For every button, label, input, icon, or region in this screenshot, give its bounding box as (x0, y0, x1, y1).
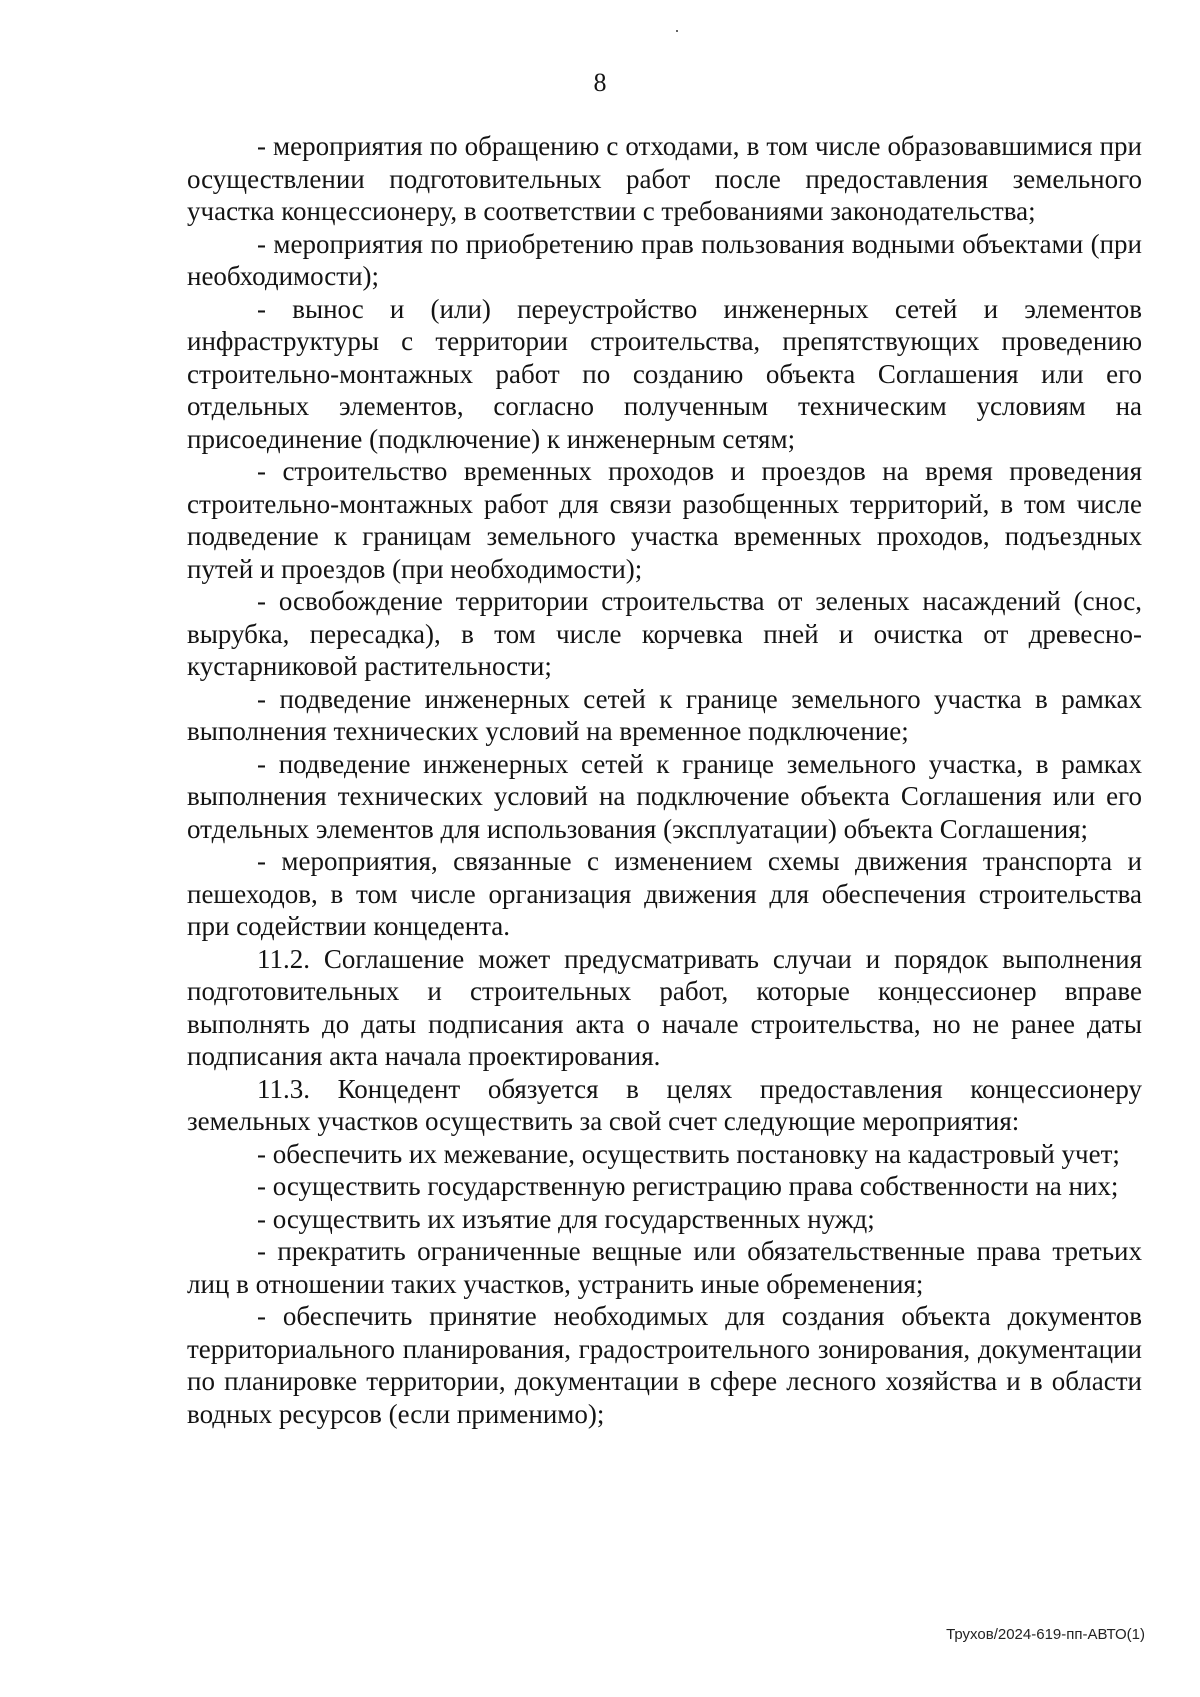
paragraph-cadastral-survey: - обеспечить их межевание, осуществить постановку на кадастровый учет; (257, 1138, 1120, 1169)
document-footer-code: Трухов/2024-619-пп-АВТО(1) (946, 1626, 1145, 1643)
scan-speck (676, 30, 678, 32)
clause-11-2: 11.2. Соглашение может предусматривать случаи и порядок выполнения подготовительных и строительных работ, которые концессионер вправе выполнять до даты подписания акта о начале строительства, но не ранее даты подписания акта начала проектирования. (187, 943, 1142, 1071)
paragraph-water-rights: - мероприятия по приобретению прав пользования водными объектами (при необходимости); (187, 228, 1142, 291)
page-number: 8 (593, 68, 607, 97)
paragraph-land-seizure: - осуществить их изъятие для государственных нужд; (257, 1203, 875, 1234)
paragraph-temporary-passages: - строительство временных проходов и проездов на время проведения строительно-монтажных работ для связи разобщенных территорий, в том числе подведение к границам земельного участка временных проходов, подъездных путей и проездов (при необходимости); (187, 456, 1142, 584)
paragraph-planning-documents: - обеспечить принятие необходимых для создания объекта документов территориального планирования, градостроительного зонирования, документации по планировке территории, документации в сфере лесного хозяйства и в области водных ресурсов (если применимо); (187, 1301, 1142, 1429)
paragraph-encumbrance-removal: - прекратить ограниченные вещные или обязательственные права третьих лиц в отношении таких участков, устранить иные обременения; (187, 1236, 1142, 1299)
paragraph-waste-management: - мероприятия по обращению с отходами, в том числе образовавшимися при осуществлении подготовительных работ после предоставления земельного участка концессионеру, в соответствии с требованиями законодательства; (187, 131, 1142, 226)
paragraph-temporary-connection: - подведение инженерных сетей к границе земельного участка в рамках выполнения технических условий на временное подключение; (187, 683, 1142, 746)
document-body (187, 130, 1142, 1430)
paragraph-utility-connection: - подведение инженерных сетей к границе земельного участка, в рамках выполнения технических условий на подключение объекта Соглашения или его отдельных элементов для использования (эксплуатации) объекта Соглашения; (187, 748, 1142, 844)
paragraph-traffic-scheme: - мероприятия, связанные с изменением схемы движения транспорта и пешеходов, в том числе организация движения для обеспечения строительства при содействии концедента. (187, 846, 1142, 941)
clause-11-3: 11.3. Концедент обязуется в целях предоставления концессионеру земельных участков осуществить за свой счет следующие мероприятия: (187, 1073, 1142, 1136)
paragraph-state-registration: - осуществить государственную регистрацию права собственности на них; (257, 1171, 1119, 1201)
paragraph-green-clearing: - освобождение территории строительства от зеленых насаждений (снос, вырубка, пересадка), в том числе корчевка пней и очистка от древесно-кустарниковой растительности; (187, 586, 1142, 681)
paragraph-utility-relocation: - вынос и (или) переустройство инженерных сетей и элементов инфраструктуры с территории строительства, препятствующих проведению строительно-монтажных работ по созданию объекта Соглашения или его отдельных элементов, согласно полученным техническим условиям на присоединение (подключение) к инженерным сетям; (187, 293, 1142, 454)
